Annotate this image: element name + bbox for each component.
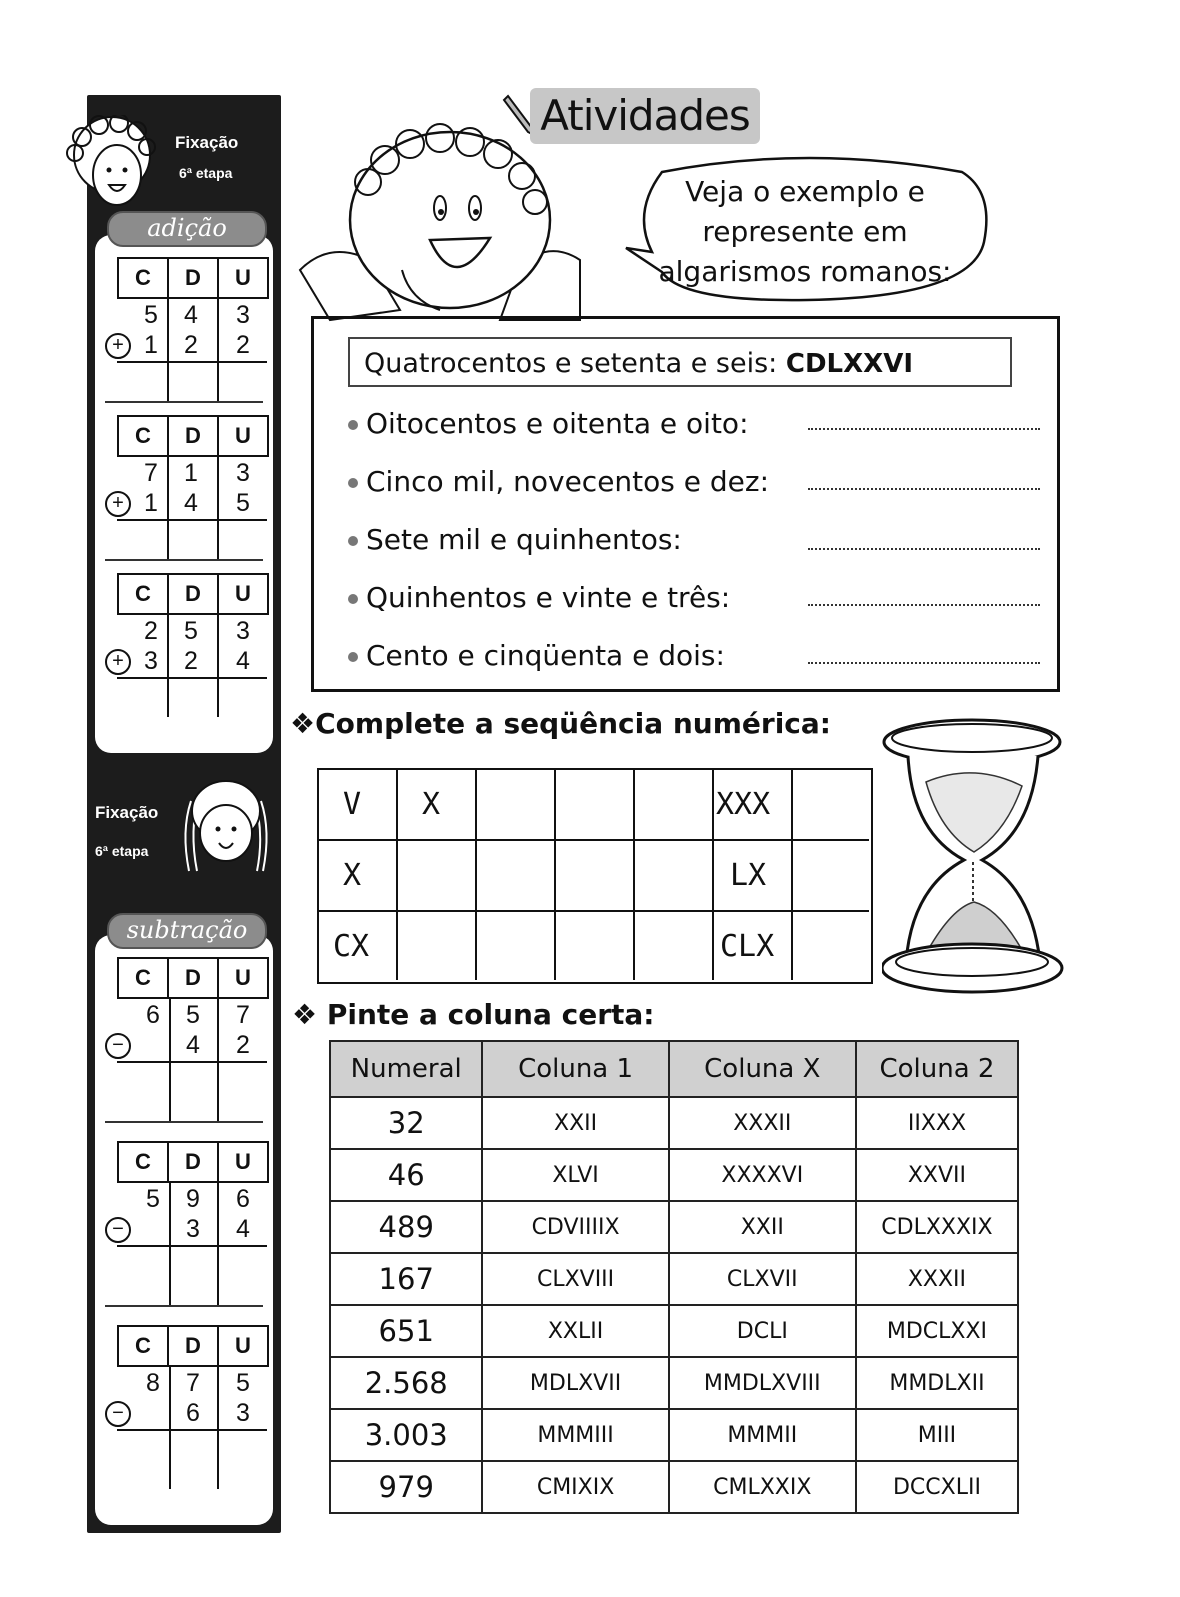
tens-header: D	[169, 1143, 219, 1181]
exercise-item	[348, 640, 725, 672]
sequence-cell[interactable]	[556, 770, 635, 841]
addition-panel	[95, 214, 273, 753]
units-header: U	[235, 265, 251, 290]
sequence-cell[interactable]	[635, 841, 714, 912]
digit: 5	[236, 1369, 250, 1397]
sequence-cell[interactable]	[793, 770, 869, 841]
tens-header: D	[169, 959, 219, 997]
curly-haired-kid-illustration	[57, 115, 167, 215]
option-cell[interactable]: CDLXXXIX	[856, 1201, 1018, 1253]
option-cell[interactable]: XXXII	[669, 1097, 856, 1149]
page-title: Atividades	[530, 88, 760, 144]
subtraction-problem	[105, 1127, 263, 1307]
option-cell[interactable]: MMDLXVIII	[669, 1357, 856, 1409]
digit: 9	[186, 1185, 200, 1213]
sequence-cell: X	[319, 841, 398, 912]
exercise-item	[348, 582, 730, 614]
fixation-label: Fixação	[175, 133, 239, 152]
sequence-cell[interactable]	[398, 841, 477, 912]
numeral-cell: 46	[330, 1149, 482, 1201]
bubble-line: Veja o exemplo e	[685, 175, 925, 208]
digit: 6	[186, 1399, 200, 1427]
digit: 2	[184, 331, 198, 359]
column-header: Numeral	[330, 1041, 482, 1097]
exercise-item-label: Quinhentos e vinte e três:	[366, 581, 731, 614]
table-header-row	[330, 1041, 1018, 1097]
subtraction-problem	[105, 943, 263, 1123]
option-cell[interactable]: XXII	[669, 1201, 856, 1253]
sequence-cell[interactable]	[793, 912, 869, 980]
option-cell[interactable]: MDLXVII	[482, 1357, 668, 1409]
tens-header: D	[169, 417, 219, 455]
exercise-item	[348, 408, 749, 440]
digit: 2	[184, 647, 198, 675]
sequence-cell[interactable]	[477, 841, 556, 912]
hourglass-illustration	[882, 712, 1068, 1008]
digit: 6	[236, 1185, 250, 1213]
digit: 6	[146, 1001, 160, 1029]
digit: 3	[236, 1399, 250, 1427]
table-row	[330, 1149, 1018, 1201]
digit: 4	[184, 489, 198, 517]
exercise-item-label: Sete mil e quinhentos:	[366, 523, 682, 556]
sequence-cell[interactable]	[477, 912, 556, 980]
numeral-cell: 651	[330, 1305, 482, 1357]
minus-icon: −	[105, 1401, 131, 1427]
minus-icon: −	[105, 1033, 131, 1059]
boy-character-illustration	[290, 120, 610, 340]
units-header: U	[235, 965, 251, 990]
cdu-header	[117, 957, 269, 999]
hundreds-header: C	[119, 1327, 169, 1365]
exercise-item-label: Cento e cinqüenta e dois:	[366, 639, 725, 672]
bullet-icon	[348, 594, 358, 604]
column-header: Coluna 1	[482, 1041, 668, 1097]
column-header: Coluna 2	[856, 1041, 1018, 1097]
digit: 3	[236, 459, 250, 487]
table-row	[330, 1461, 1018, 1513]
digit: 4	[236, 1215, 250, 1243]
option-cell[interactable]: MMMIII	[482, 1409, 668, 1461]
digit: 2	[144, 617, 158, 645]
option-cell[interactable]: MIII	[856, 1409, 1018, 1461]
digit: 3	[186, 1215, 200, 1243]
sidebar	[87, 95, 281, 1533]
sequence-grid	[317, 768, 873, 984]
option-cell[interactable]: IIXXX	[856, 1097, 1018, 1149]
option-cell[interactable]: XXII	[482, 1097, 668, 1149]
table-row	[330, 1409, 1018, 1461]
option-cell[interactable]: MMDLXII	[856, 1357, 1018, 1409]
digit: 1	[144, 489, 158, 517]
table-title: ❖ Pinte a coluna certa:	[292, 998, 655, 1031]
sequence-cell: X	[398, 770, 477, 841]
bullet-icon	[348, 536, 358, 546]
option-cell[interactable]: XXXII	[856, 1253, 1018, 1305]
option-cell[interactable]: DCCXLII	[856, 1461, 1018, 1513]
digit: 5	[144, 301, 158, 329]
cdu-header	[117, 573, 269, 615]
digit: 2	[236, 331, 250, 359]
digit: 1	[184, 459, 198, 487]
digit: 3	[144, 647, 158, 675]
option-cell[interactable]: XXXXVI	[669, 1149, 856, 1201]
units-header: U	[235, 1333, 251, 1358]
table-row	[330, 1305, 1018, 1357]
digit: 3	[236, 301, 250, 329]
minus-icon: −	[105, 1217, 131, 1243]
numeral-cell: 167	[330, 1253, 482, 1305]
roman-numeral-table	[329, 1040, 1019, 1514]
subtraction-title: subtração	[107, 913, 267, 949]
option-cell[interactable]: MDCLXXI	[856, 1305, 1018, 1357]
sequence-cell[interactable]	[556, 841, 635, 912]
numeral-cell: 2.568	[330, 1357, 482, 1409]
option-cell[interactable]: XLVI	[482, 1149, 668, 1201]
table-row	[330, 1201, 1018, 1253]
cdu-header	[117, 1141, 269, 1183]
units-header: U	[235, 581, 251, 606]
hundreds-header: C	[119, 959, 169, 997]
digit: 5	[184, 617, 198, 645]
tens-header: D	[169, 259, 219, 297]
speech-bubble-text	[640, 172, 970, 292]
hundreds-header: C	[119, 1143, 169, 1181]
option-cell[interactable]: CLXVIII	[482, 1253, 668, 1305]
sequence-cell: LX	[714, 841, 793, 912]
option-cell[interactable]: MMMII	[669, 1409, 856, 1461]
cdu-header	[117, 257, 269, 299]
tens-header: D	[169, 575, 219, 613]
hundreds-header: C	[119, 575, 169, 613]
units-header: U	[235, 1149, 251, 1174]
column-header: Coluna X	[669, 1041, 856, 1097]
cdu-header	[117, 415, 269, 457]
stage-label: 6ª etapa	[179, 165, 233, 181]
addition-problem	[105, 559, 263, 717]
example-text: Quatrocentos e setenta e seis:	[364, 348, 786, 379]
example-answer: CDLXXVI	[785, 349, 913, 379]
plus-icon: +	[105, 333, 131, 359]
digit: 7	[236, 1001, 250, 1029]
bullet-icon	[348, 420, 358, 430]
sequence-cell[interactable]	[398, 912, 477, 980]
numeral-cell: 979	[330, 1461, 482, 1513]
exercise-item-label: Cinco mil, novecentos e dez:	[366, 465, 770, 498]
bullet-icon	[348, 478, 358, 488]
units-header: U	[235, 423, 251, 448]
table-row	[330, 1097, 1018, 1149]
exercise-item	[348, 524, 682, 556]
sequence-cell[interactable]	[477, 770, 556, 841]
sequence-cell[interactable]	[793, 841, 869, 912]
answer-line[interactable]	[808, 662, 1040, 664]
hundreds-header: C	[119, 259, 169, 297]
option-cell[interactable]: CMLXXIX	[669, 1461, 856, 1513]
answer-line[interactable]	[808, 488, 1040, 490]
addition-problem	[105, 243, 263, 403]
plus-icon: +	[105, 649, 131, 675]
exercise-item	[348, 466, 769, 498]
digit: 2	[236, 1031, 250, 1059]
table-row	[330, 1357, 1018, 1409]
digit: 4	[186, 1031, 200, 1059]
answer-line[interactable]	[808, 604, 1040, 606]
digit: 7	[144, 459, 158, 487]
plus-icon: +	[105, 491, 131, 517]
sequence-cell: XXX	[714, 770, 793, 841]
digit: 8	[146, 1369, 160, 1397]
option-cell[interactable]: CLXVII	[669, 1253, 856, 1305]
bullet-icon	[348, 652, 358, 662]
sequence-cell[interactable]	[556, 912, 635, 980]
fixation-label: Fixação	[95, 803, 159, 822]
hundreds-header: C	[119, 417, 169, 455]
sequence-cell[interactable]	[635, 912, 714, 980]
answer-line[interactable]	[808, 428, 1040, 430]
sequence-cell: V	[319, 770, 398, 841]
sequence-cell: CLX	[714, 912, 793, 980]
digit: 3	[236, 617, 250, 645]
digit: 5	[236, 489, 250, 517]
bubble-line: represente em	[702, 215, 908, 248]
digit: 5	[186, 1001, 200, 1029]
addition-problem	[105, 401, 263, 561]
option-cell[interactable]: CMIXIX	[482, 1461, 668, 1513]
sequence-cell[interactable]	[635, 770, 714, 841]
subtraction-panel	[95, 916, 273, 1525]
subtraction-problem	[105, 1311, 263, 1489]
cdu-header	[117, 1325, 269, 1367]
addition-title: adição	[107, 211, 267, 247]
numeral-cell: 32	[330, 1097, 482, 1149]
digit: 7	[186, 1369, 200, 1397]
option-cell[interactable]: DCLI	[669, 1305, 856, 1357]
bubble-line: algarismos romanos:	[658, 255, 952, 288]
option-cell[interactable]: XXLII	[482, 1305, 668, 1357]
digit: 1	[144, 331, 158, 359]
numeral-cell: 489	[330, 1201, 482, 1253]
stage-label: 6ª etapa	[95, 843, 149, 859]
exercise-item-label: Oitocentos e oitenta e oito:	[366, 407, 749, 440]
numeral-cell: 3.003	[330, 1409, 482, 1461]
digit: 5	[146, 1185, 160, 1213]
worked-example	[348, 337, 1012, 387]
answer-line[interactable]	[808, 548, 1040, 550]
braided-girl-illustration	[171, 771, 281, 881]
option-cell[interactable]: CDVIIIIX	[482, 1201, 668, 1253]
sequence-cell: CX	[319, 912, 398, 980]
digit: 4	[236, 647, 250, 675]
option-cell[interactable]: XXVII	[856, 1149, 1018, 1201]
sequence-title: ❖Complete a seqüência numérica:	[290, 707, 831, 740]
digit: 4	[184, 301, 198, 329]
table-row	[330, 1253, 1018, 1305]
tens-header: D	[169, 1327, 219, 1365]
